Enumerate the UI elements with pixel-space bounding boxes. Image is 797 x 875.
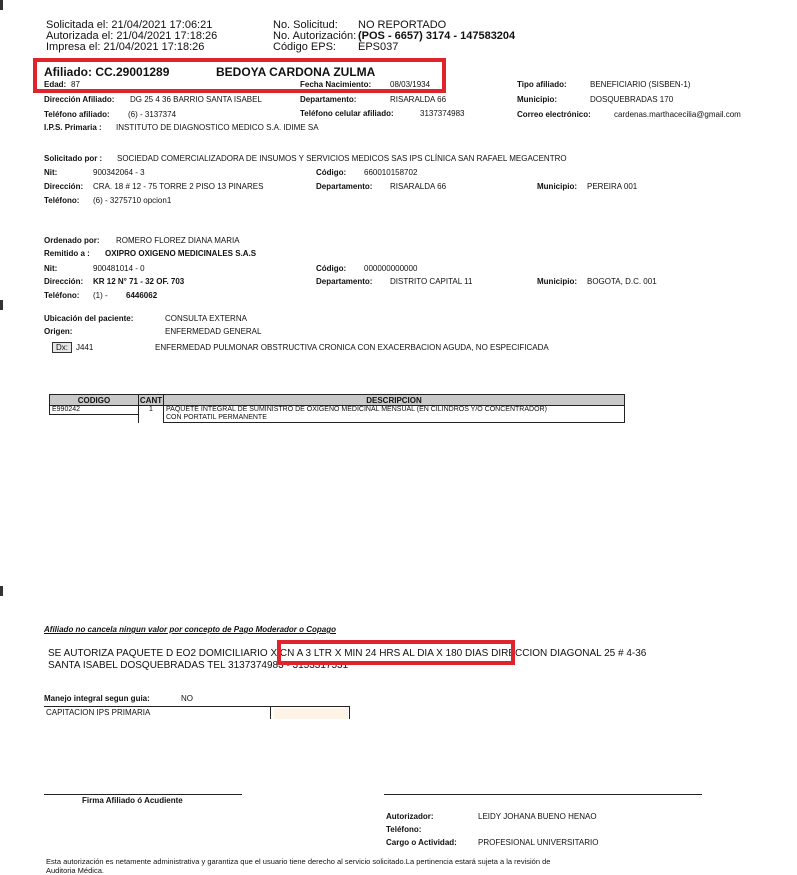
solicitado-telefono-value: (6) - 3275710 opcion1 — [93, 196, 172, 205]
descripcion-line-2: CON PORTATIL PERMANENTE — [166, 414, 267, 421]
solicitado-nit-label: Nit: — [44, 168, 58, 177]
tipo-afiliado-label: Tipo afiliado: — [517, 80, 567, 89]
telefono-afiliado-value: (6) - 3137374 — [128, 110, 177, 119]
autorizador-value: LEIDY JOHANA BUENO HENAO — [478, 812, 597, 821]
ips-primaria-label: I.P.S. Primaria : — [44, 123, 102, 132]
solicitado-municipio-value: PEREIRA 001 — [587, 182, 638, 191]
edad-label: Edad: — [44, 80, 67, 89]
ordenado-nit-label: Nit: — [44, 264, 58, 273]
ordenado-codigo-label: Código: — [316, 264, 347, 273]
footer-disclaimer-2: Auditoria Médica. — [46, 866, 104, 875]
solicitado-por-label: Solicitado por : — [44, 154, 103, 163]
tipo-afiliado-value: BENEFICIARIO (SISBEN-1) — [590, 80, 691, 89]
manejo-value: NO — [181, 694, 193, 703]
afiliado-name: BEDOYA CARDONA ZULMA — [216, 65, 376, 79]
fecha-nacimiento-label: Fecha Nacimiento: — [300, 80, 372, 89]
cell-codigo: E990242 — [50, 406, 139, 415]
direccion-afiliado-value: DG 25 4 36 BARRIO SANTA ISABEL — [130, 95, 262, 104]
cargo-label: Cargo o Actividad: — [386, 838, 457, 847]
correo-label: Correo electrónico: — [517, 110, 591, 119]
capitacion-shaded-cell — [274, 708, 348, 719]
solicitado-nit-value: 900342064 - 3 — [93, 168, 145, 177]
firma-afiliado-label: Firma Afiliado ó Acudiente — [82, 796, 183, 805]
municipio-afiliado-label: Municipio: — [517, 95, 557, 104]
solicitado-direccion-label: Dirección: — [44, 182, 84, 191]
direccion-afiliado-label: Dirección Afiliado: — [44, 95, 115, 104]
ordenado-departamento-value: DISTRITO CAPITAL 11 — [390, 277, 473, 286]
manejo-label: Manejo integral segun guia: — [44, 694, 150, 703]
afiliado-id: Afiliado: CC.29001289 — [44, 65, 170, 79]
municipio-afiliado-value: DOSQUEBRADAS 170 — [590, 95, 674, 104]
dx-description: ENFERMEDAD PULMONAR OBSTRUCTIVA CRONICA CON EXACERBACION AGUDA, NO ESPECIFICADA — [155, 343, 549, 352]
impresa-date: Impresa el: 21/04/2021 17:18:26 — [46, 41, 205, 53]
auth-highlight-box — [277, 640, 515, 665]
solicitado-por-value: SOCIEDAD COMERCIALIZADORA DE INSUMOS Y SERVICIOS MEDICOS SAS IPS CLÍNICA SAN RAFAEL MEGACENTRO — [117, 154, 567, 163]
solicitado-telefono-label: Teléfono: — [44, 196, 80, 205]
remitido-value: OXIPRO OXIGENO MEDICINALES S.A.S — [105, 249, 257, 258]
copago-note: Afiliado no cancela ningun valor por concepto de Pago Moderador o Copago — [44, 625, 337, 634]
departamento-afiliado-value: RISARALDA 66 — [390, 95, 447, 104]
codigo-eps-label: Código EPS: — [273, 41, 336, 53]
cell-cant: 1 — [139, 406, 164, 415]
celular-afiliado-label: Teléfono celular afiliado: — [300, 109, 394, 118]
auth-text-part-b: X CN A 3 LTR X MIN 24 HRS AL DIA X 180 DIAS — [270, 648, 489, 659]
dx-code: J441 — [76, 343, 94, 352]
auth-text-part-c: DIRECCION DIAGONAL 25 # 4-36 — [488, 648, 647, 659]
col-header-descripcion: DESCRIPCION — [164, 395, 625, 406]
remitido-label: Remitido a : — [44, 249, 90, 258]
autorizador-label: Autorizador: — [386, 812, 434, 821]
no-solicitud-value: NO REPORTADO — [358, 19, 447, 31]
ubicacion-label: Ubicación del paciente: — [44, 314, 134, 323]
no-autorizacion-label: No. Autorización: — [273, 30, 357, 42]
departamento-afiliado-label: Departamento: — [300, 95, 357, 104]
items-table — [49, 394, 625, 423]
ordenado-departamento-label: Departamento: — [316, 277, 373, 286]
table-row — [50, 406, 625, 415]
footer-disclaimer: Esta autorización es netamente administrativa y garantiza que el usuario tiene derecho al servicio solicitado.La pertinencia estará sujeta a la revisión de — [46, 857, 551, 866]
autorizador-telefono-label: Teléfono: — [386, 825, 422, 834]
ordenado-municipio-value: BOGOTA, D.C. 001 — [587, 277, 657, 286]
solicitado-codigo-value: 660010158702 — [364, 168, 418, 177]
capitacion-top-line — [44, 706, 350, 707]
capitacion-text: CAPITACION IPS PRIMARIA — [46, 708, 151, 717]
ordenado-direccion-label: Dirección: — [44, 277, 84, 286]
solicitado-direccion-value: CRA. 18 # 12 - 75 TORRE 2 PISO 13 PINARES — [93, 182, 264, 191]
solicitado-departamento-value: RISARALDA 66 — [390, 182, 447, 191]
codigo-eps-value: EPS037 — [358, 41, 399, 53]
ubicacion-value: CONSULTA EXTERNA — [165, 314, 247, 323]
celular-afiliado-value: 3137374983 — [420, 109, 465, 118]
cargo-value: PROFESIONAL UNIVERSITARIO — [478, 838, 599, 847]
edad-value: 87 — [71, 80, 80, 89]
left-edge-mark — [0, 586, 3, 596]
ordenado-codigo-value: 000000000000 — [364, 264, 418, 273]
auth-text-part-a: SE AUTORIZA PAQUETE D EO2 DOMICILIARIO — [48, 648, 271, 659]
ordenado-municipio-label: Municipio: — [537, 277, 577, 286]
cell-descripcion — [164, 406, 625, 423]
solicitada-date: Solicitada el: 21/04/2021 17:06:21 — [46, 19, 213, 31]
solicitado-codigo-label: Código: — [316, 168, 347, 177]
autorizada-date: Autorizada el: 21/04/2021 17:18:26 — [46, 30, 218, 42]
solicitado-municipio-label: Municipio: — [537, 182, 577, 191]
autorizador-signature-line — [384, 794, 702, 795]
descripcion-line-1: PAQUETE INTEGRAL DE SUMINISTRO DE OXIGENO MEDICINAL MENSUAL (EN CILINDROS Y/O CONCENTRADOR) — [166, 406, 547, 413]
solicitado-departamento-label: Departamento: — [316, 182, 373, 191]
firma-afiliado-line — [44, 794, 242, 795]
ordenado-telefono-value: 6446062 — [126, 291, 158, 300]
left-edge-mark — [0, 0, 3, 10]
telefono-afiliado-label: Teléfono afiliado: — [44, 110, 110, 119]
no-solicitud-label: No. Solicitud: — [273, 19, 338, 31]
ordenado-telefono-prefix: (1) - — [93, 291, 108, 300]
col-header-codigo: CODIGO — [50, 395, 139, 406]
origen-value: ENFERMEDAD GENERAL — [165, 327, 262, 336]
correo-value: cardenas.marthacecilia@gmail.com — [614, 110, 741, 119]
capitacion-end-divider — [349, 706, 350, 719]
no-autorizacion-value: (POS - 6657) 3174 - 147583204 — [358, 30, 516, 42]
auth-text-line-2: SANTA ISABEL DOSQUEBRADAS TEL 3137374983 - 3153317531 — [48, 660, 349, 671]
left-edge-mark — [0, 300, 3, 310]
ordenado-por-value: ROMERO FLOREZ DIANA MARIA — [116, 236, 240, 245]
ordenado-direccion-value: KR 12 N° 71 - 32 OF. 703 — [93, 277, 185, 286]
ordenado-por-label: Ordenado por: — [44, 236, 100, 245]
capitacion-divider — [270, 706, 271, 719]
fecha-nacimiento-value: 08/03/1934 — [390, 80, 431, 89]
ips-primaria-value: INSTITUTO DE DIAGNOSTICO MEDICO S.A. IDIME SA — [116, 123, 319, 132]
origen-label: Origen: — [44, 327, 73, 336]
ordenado-nit-value: 900481014 - 0 — [93, 264, 145, 273]
dx-label-box: Dx: — [52, 342, 72, 353]
ordenado-telefono-label: Teléfono: — [44, 291, 80, 300]
col-header-cant: CANT — [139, 395, 163, 405]
